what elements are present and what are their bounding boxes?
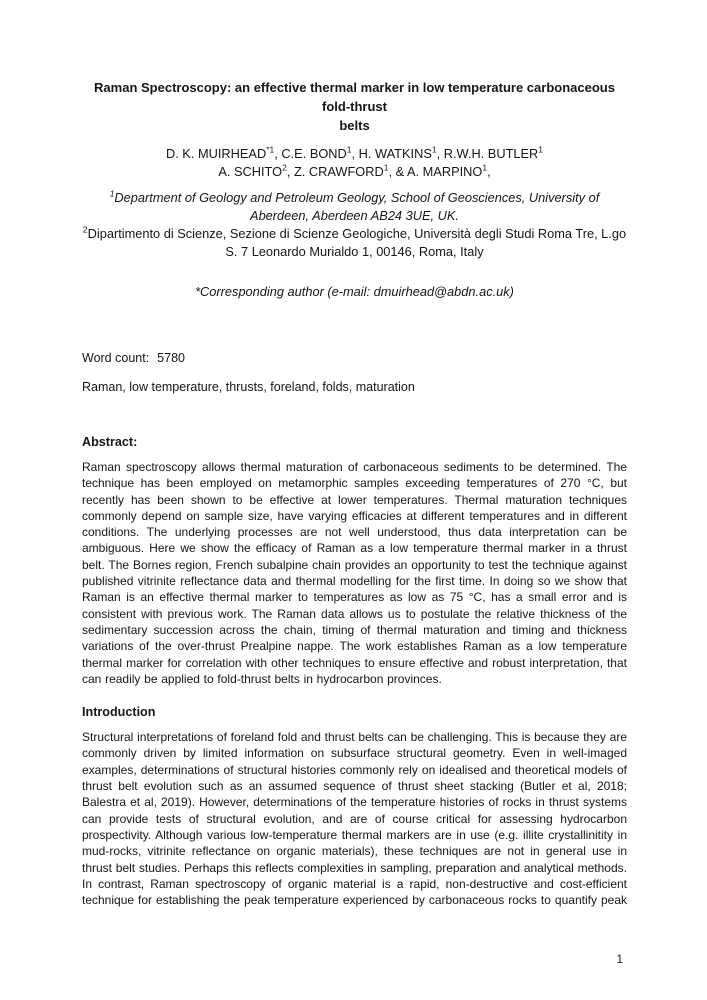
author-name: A. SCHITO bbox=[218, 164, 283, 179]
author bbox=[287, 164, 389, 179]
author bbox=[388, 164, 487, 179]
paper-title-line2: belts bbox=[339, 118, 370, 133]
author-superscript: 1 bbox=[383, 162, 389, 173]
author-name: , R.W.H. BUTLER bbox=[436, 146, 539, 161]
author-superscript: 1 bbox=[482, 162, 488, 173]
author-superscript: *1 bbox=[266, 144, 275, 155]
affiliation-superscript: 1 bbox=[109, 188, 115, 199]
author-name: , & A. MARPINO bbox=[388, 164, 483, 179]
paper-title bbox=[82, 78, 627, 135]
affiliation-1 bbox=[82, 189, 627, 225]
author bbox=[166, 146, 274, 161]
author-name: , H. WATKINS bbox=[351, 146, 432, 161]
authors-line-1 bbox=[82, 145, 627, 163]
author bbox=[274, 146, 351, 161]
author-name: , bbox=[487, 164, 491, 179]
author-name: , Z. CRAWFORD bbox=[286, 164, 384, 179]
affiliation-text: Dipartimento di Scienze, Sezione di Scienze Geologiche, Università degli Studi Roma Tre, L.go S. 7 Leonardo Murialdo 1, 00146, Roma, Italy bbox=[87, 226, 627, 259]
corresponding-author: *Corresponding author (e-mail: dmuirhead@abdn.ac.uk) bbox=[195, 284, 514, 299]
author-superscript: 1 bbox=[346, 144, 352, 155]
author bbox=[487, 164, 491, 179]
affiliations bbox=[82, 189, 627, 261]
introduction-body: Structural interpretations of foreland fold and thrust belts can be challenging. This is because they are commonly driven by limited information on subsurface structural geometry. Even in well-imaged examples, determinations of structural histories commonly rely on idealised and theoretical models of thrust belt evolution such as an assumed sequence of thrust sheet stacking (Butler et al, 2018; Balestra et al, 2019). However, determinations of the temperature histories of rocks in thrust systems can provide tests of structural evolution, and are of course critical for assessing hydrocarbon prospectivity. Although various low-temperature thermal markers are in use (e.g. illite crystallinitity in mud-rocks, vitrinite reflectance on organic materials), these techniques are not in general use in thrust belt studies. Perhaps this reflects complexities in sampling, preparation and analytical methods. In contrast, Raman spectroscopy of organic material is a rapid, non-destructive and cost-efficient technique for establishing the peak temperature experienced by carbonaceous rocks to quantify peak bbox=[82, 730, 627, 908]
author-superscript: 2 bbox=[282, 162, 287, 173]
word-count bbox=[82, 349, 627, 367]
abstract-heading: Abstract: bbox=[82, 435, 138, 449]
affiliation-superscript: 2 bbox=[82, 224, 88, 235]
author-superscript: 1 bbox=[538, 144, 544, 155]
authors-line-2 bbox=[82, 163, 627, 181]
affiliation-text: Department of Geology and Petroleum Geology, School of Geosciences, University of Aberdeen, Aberdeen AB24 3UE, UK. bbox=[114, 190, 600, 223]
page-number: 1 bbox=[616, 952, 623, 966]
author-name: D. K. MUIRHEAD bbox=[165, 146, 267, 161]
word-count-label: Word count: bbox=[82, 351, 150, 365]
author-name: , C.E. BOND bbox=[274, 146, 347, 161]
word-count-value: 5780 bbox=[157, 351, 185, 365]
keywords: Raman, low temperature, thrusts, foreland, folds, maturation bbox=[82, 380, 415, 394]
paper-title-line1: Raman Spectroscopy: an effective thermal marker in low temperature carbonaceous fold-thrust bbox=[94, 80, 615, 114]
author bbox=[218, 164, 287, 179]
introduction-heading: Introduction bbox=[82, 705, 156, 720]
author bbox=[437, 146, 543, 161]
abstract-body: Raman spectroscopy allows thermal maturation of carbonaceous sediments to be determined. The technique has been employed on metamorphic samples exceeding temperatures of 270 °C, but recently has been shown to be effective at lower temperatures. Thermal maturation techniques commonly depend on sample size, have varying efficacies at different temperatures and in different conditions. The underlying processes are not well understood, thus data interpretation can be ambiguous. Here we show the efficacy of Raman as a low temperature thermal marker in a thrust belt. The Bornes region, French subalpine chain provides an opportunity to test the technique against published vitrinite reflectance data and thermal modelling for the first time. In doing so we show that Raman is an effective thermal marker to temperatures as low as 75 °C, has a small error and is consistent with previous work. The Raman data allows us to postulate the relative thickness of the sedimentary succession across the chain, timing of thermal maturation and timing and thickness variations of the over-thrust Prealpine nappe. The work establishes Raman as a low temperature thermal marker for correlation with other techniques to ensure effective and robust interpretation, that can readily be applied to fold-thrust belts in hydrocarbon provinces. bbox=[82, 460, 627, 686]
affiliation-2 bbox=[82, 225, 627, 261]
author-superscript: 1 bbox=[431, 144, 437, 155]
author bbox=[352, 146, 437, 161]
